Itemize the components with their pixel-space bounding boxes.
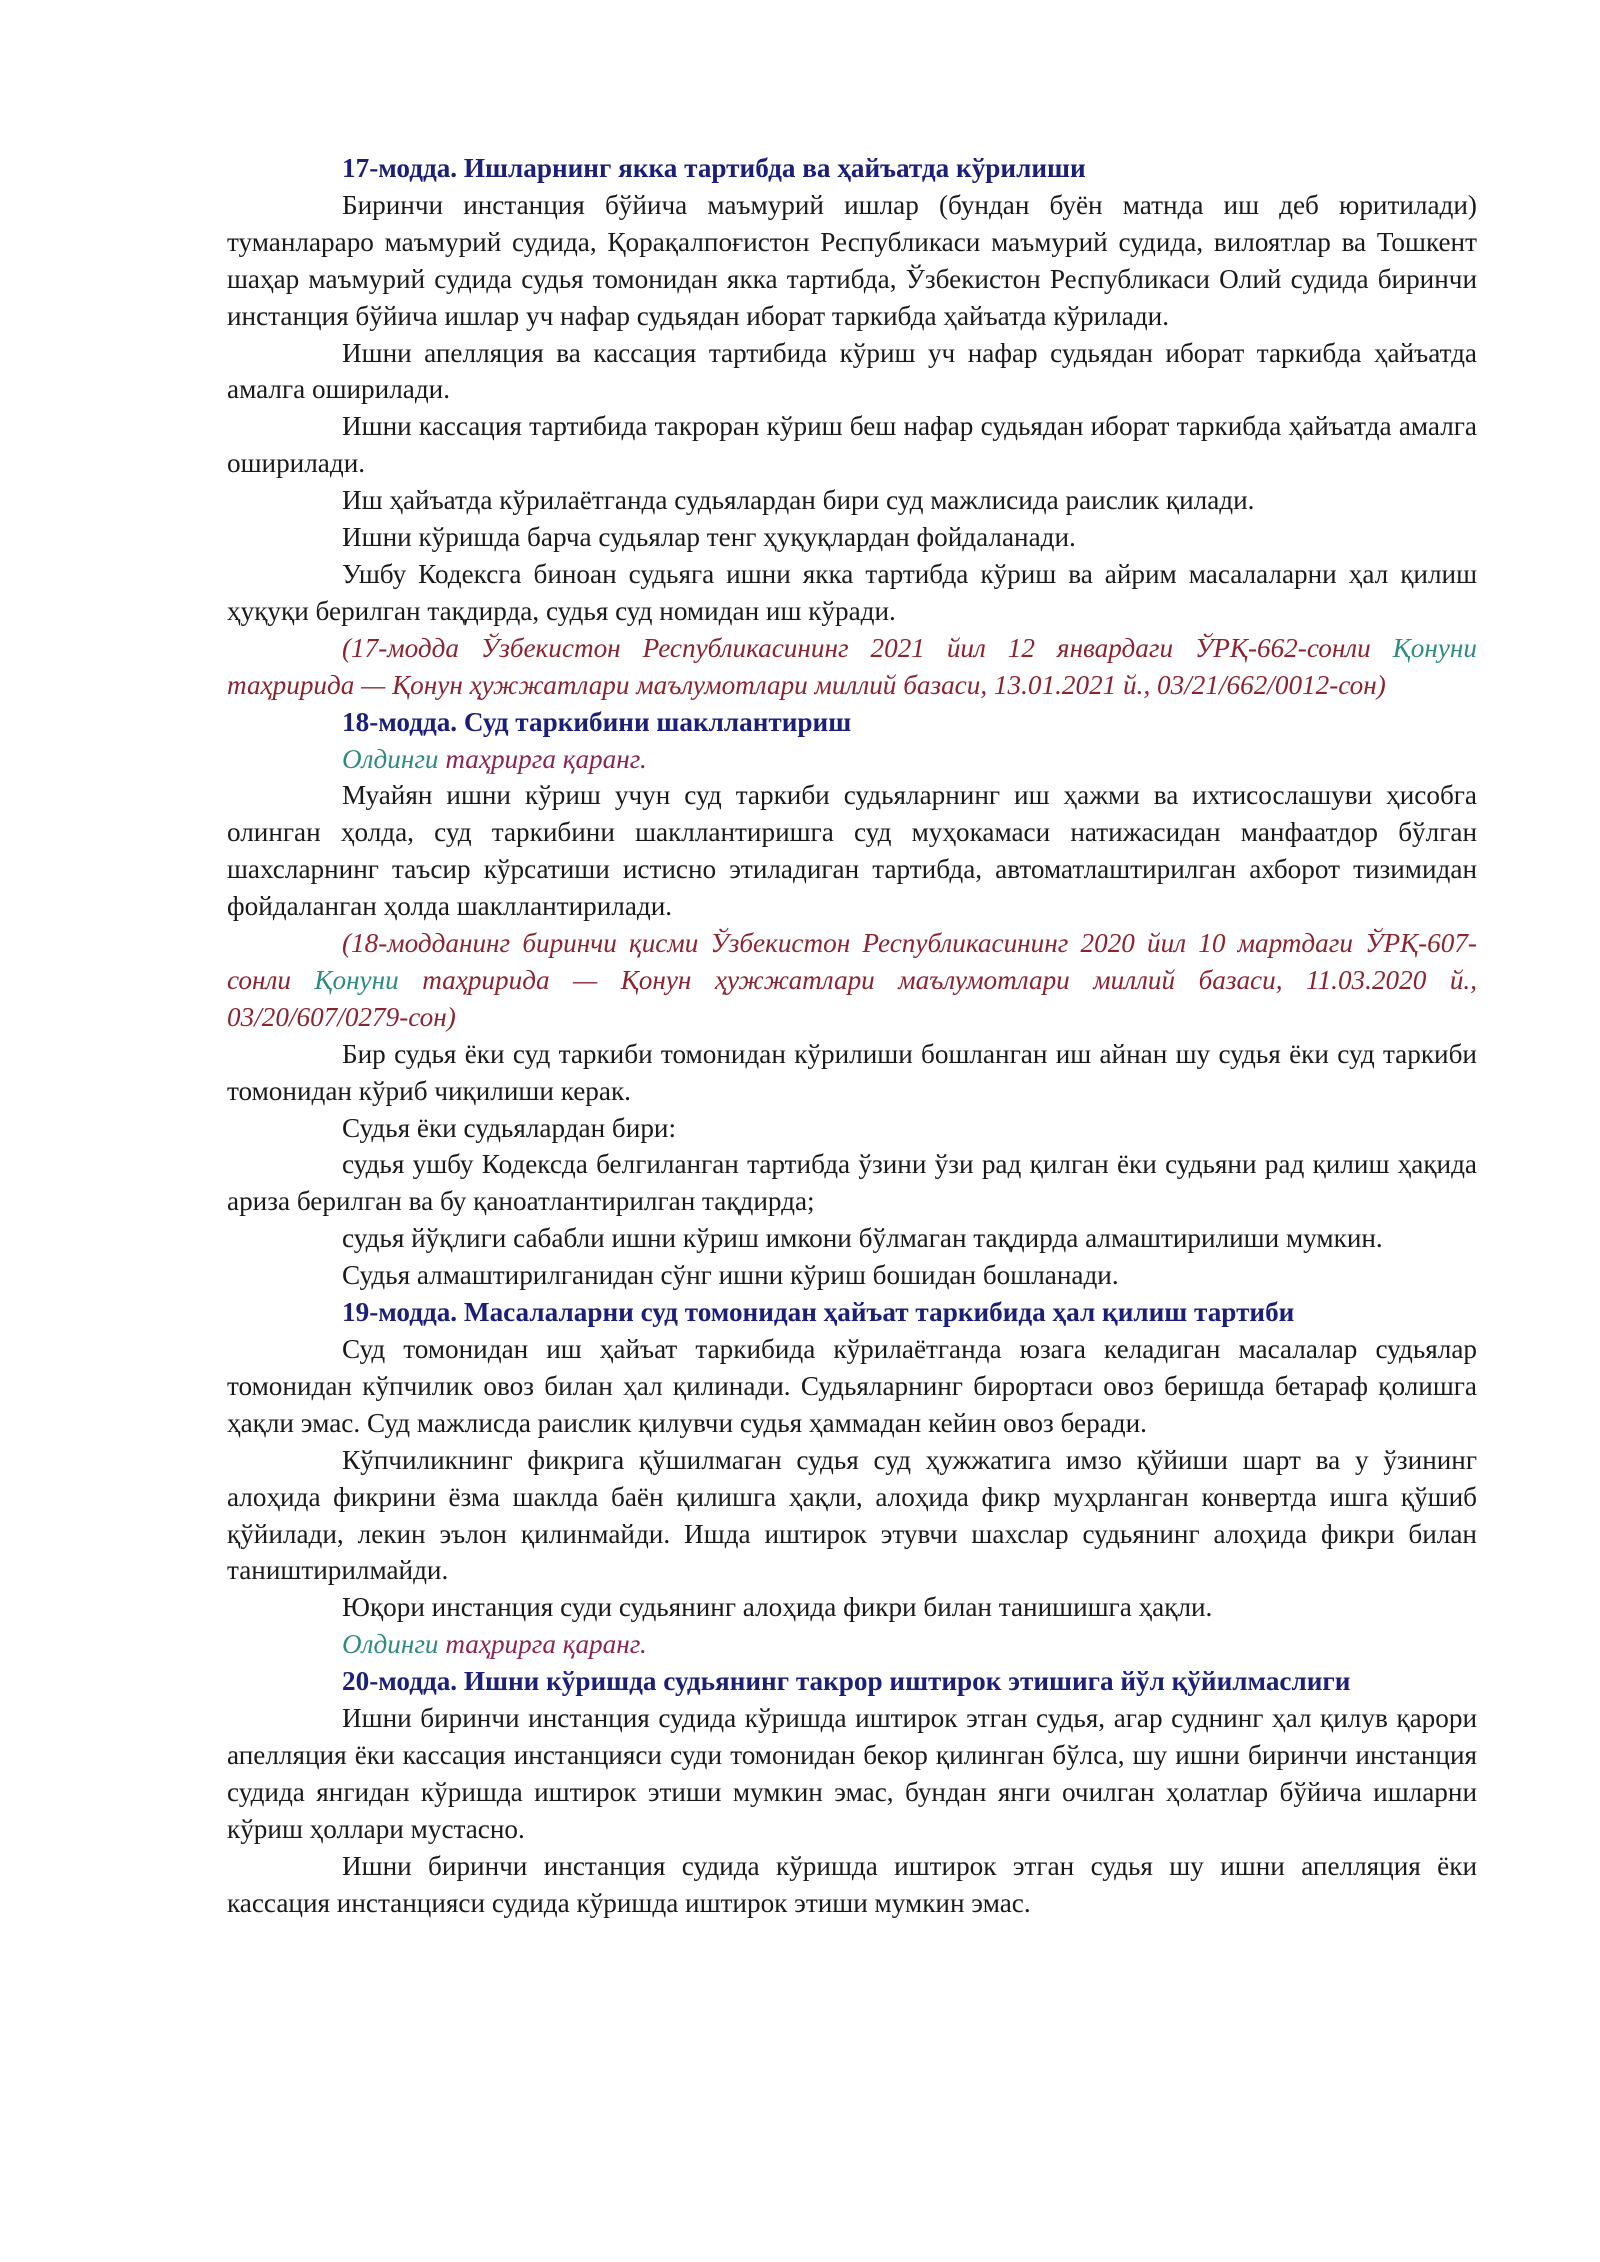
article-17-amendment-note [227,630,1477,704]
article-17-paragraph-5: Ишни кўришда барча судьялар тенг ҳуқуқлардан фойдаланади. [342,522,1076,553]
article-18-title: 18-модда. Суд таркибини шакллантириш [342,706,852,737]
previous-edition-text: таҳрирга қаранг. [445,1629,647,1660]
article-20-paragraph-2: Ишни биринчи инстанция судида кўришда иштирок этган судья шу ишни апелляция ёки кассация инстанцияси судида кўришда иштирок этиши мумкин эмас. [227,1850,1477,1918]
amendment-note-text: (17-модда Ўзбекистон Республикасининг 2021 йил 12 январдаги ЎРҚ-662-сонли [342,632,1393,663]
article-17-title: 17-модда. Ишларнинг якка тартибда ва ҳайъатда кўрилиши [342,153,1086,183]
law-link[interactable]: Қонуни [1392,632,1477,663]
article-17-paragraph-4: Иш ҳайъатда кўрилаётганда судьялардан бири суд мажлисида раислик қилади. [342,485,1255,516]
article-17-paragraph-3: Ишни кассация тартибида такроран кўриш беш нафар судьядан иборат таркибда ҳайъатда амалга оширилади. [227,411,1477,479]
previous-edition-text: Олдинги [342,743,446,774]
amendment-note-text: таҳририда — Қонун ҳужжатлари маълумотлари миллий базаси, 11.03.2020 й., 03/20/607/0279-сон) [227,964,1478,1032]
article-18-paragraph-2: Бир судья ёки суд таркиби томонидан кўрилиши бошланган иш айнан шу судья ёки суд таркиби томонидан кўриб чиқилиши керак. [227,1038,1477,1106]
article-19-paragraph-2: Кўпчиликнинг фикрига қўшилмаган судья суд ҳужжатига имзо қўйиши шарт ва у ўзининг алоҳида фикрини ёзма шаклда баён қилишга ҳақли, алоҳида фикр муҳрланган конвертда ишга қўшиб қўйилади, лекин эълон қилинмайди. Ишда иштирок этувчи шахслар судьянинг алоҳида фикри билан таништирилмайди. [227,1444,1477,1586]
article-17-paragraph-1: Биринчи инстанция бўйича маъмурий ишлар (бундан буён матнда иш деб юритилади) туманлараро маъмурий судида, Қорақалпоғистон Республикаси маъмурий судида, вилоятлар ва Тошкент шаҳар маъмурий судида судья томонидан якка тартибда, Ўзбекистон Республикаси Олий судида биринчи инстанция бўйича ишлар уч нафар судьядан иборат таркибда ҳайъатда кўрилади. [227,189,1477,331]
document-page [227,150,1477,1922]
previous-edition-text: таҳрирга қаранг. [445,743,647,774]
article-19-paragraph-1: Суд томонидан иш ҳайъат таркибида кўрилаётганда юзага келадиган масалалар судьялар томонидан кўпчилик овоз билан ҳал қилинади. Судьяларнинг бирортаси овоз беришда бетараф қолишга ҳақли эмас. Суд мажлисда раислик қилувчи судья ҳаммадан кейин овоз беради. [227,1334,1477,1438]
previous-edition-link[interactable] [227,741,1477,778]
article-20-title: 20-модда. Ишни кўришда судьянинг такрор иштирок этишига йўл қўйилмаслиги [342,1666,1351,1697]
amendment-note-text: (18-модданинг биринчи қисми Ўзбекистон Республикасининг 2020 йил 10 мартдаги ЎРҚ-607-сонли [227,928,1477,995]
article-17-paragraph-6: Ушбу Кодексга биноан судьяга ишни якка тартибда кўриш ва айрим масалаларни ҳал қилиш ҳуқуқи берилган тақдирда, судья суд номидан иш кўради. [227,558,1477,626]
article-20-paragraph-1: Ишни биринчи инстанция судида кўришда иштирок этган судья, агар суднинг ҳал қилув қарори апелляция ёки кассация инстанцияси суди томонидан бекор қилинган бўлса, шу ишни биринчи инстанция судида янгидан кўришда иштирок этиши мумкин эмас, бундан янги очилган ҳолатлар бўйича ишларни кўриш ҳоллари мустасно. [227,1703,1477,1844]
previous-edition-text: Олдинги [342,1629,446,1660]
article-18-paragraph-3: Судья ёки судьялардан бири: [342,1112,677,1143]
article-18-paragraph-4: судья ушбу Кодексда белгиланган тартибда ўзини ўзи рад қилган ёки судьяни рад қилиш ҳақида ариза берилган ва бу қаноатлантирилган тақдирда; [227,1149,1477,1217]
amendment-note-text: таҳририда — Қонун ҳужжатлари маълумотлари миллий базаси, 13.01.2021 й., 03/21/662/0012-сон) [227,669,1386,700]
law-link[interactable]: Қонуни [314,964,399,995]
article-18-paragraph-6: Судья алмаштирилганидан сўнг ишни кўриш бошидан бошланади. [342,1260,1119,1291]
article-17-paragraph-2: Ишни апелляция ва кассация тартибида кўриш уч нафар судьядан иборат таркибда ҳайъатда амалга оширилади. [227,337,1477,405]
article-18-paragraph-1: Муайян ишни кўриш учун суд таркиби судьяларнинг иш ҳажми ва ихтисослашуви ҳисобга олинган ҳолда, суд таркибини шакллантиришга суд муҳокамаси натижасидан манфаатдор бўлган шахсларнинг таъсир кўрсатиши истисно этиладиган тартибда, автоматлаштирилган ахборот тизимидан фойдаланган ҳолда шакллантирилади. [227,780,1477,922]
article-18-amendment-note [227,925,1477,1036]
article-18-paragraph-5: судья йўқлиги сабабли ишни кўриш имкони бўлмаган тақдирда алмаштирилиши мумкин. [342,1223,1383,1254]
article-19-paragraph-3: Юқори инстанция суди судьянинг алоҳида фикри билан танишишга ҳақли. [342,1592,1213,1623]
previous-edition-link[interactable] [227,1626,1477,1663]
article-19-title: 19-модда. Масалаларни суд томонидан ҳайъат таркибида ҳал қилиш тартиби [342,1297,1295,1328]
